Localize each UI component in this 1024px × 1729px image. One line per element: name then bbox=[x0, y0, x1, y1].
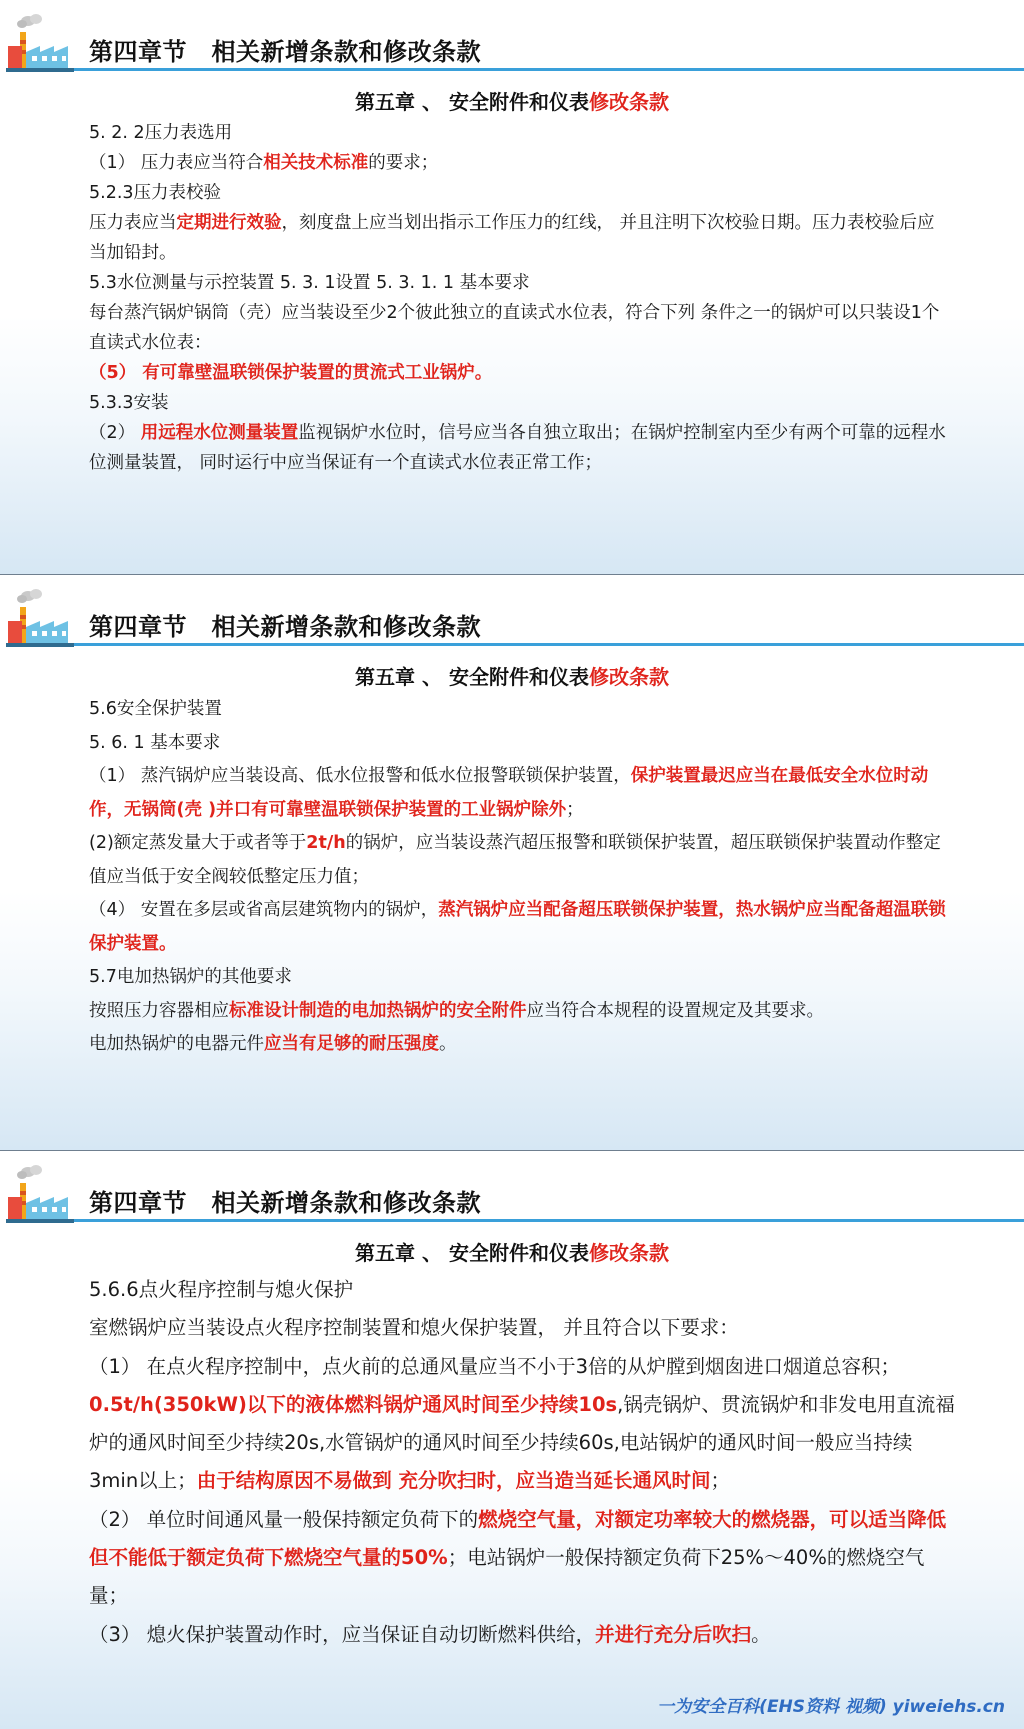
body-text: (2)额定蒸发量大于或者等于 bbox=[89, 833, 307, 853]
body-text: （1） 蒸汽锅炉应当装设高、低水位报警和低水位报警联锁保护装置， bbox=[89, 766, 631, 786]
paragraph bbox=[89, 760, 947, 827]
highlight-text: 用远程水位测量装置 bbox=[140, 423, 299, 443]
header-divider bbox=[74, 1219, 1024, 1222]
paragraph bbox=[89, 388, 947, 418]
body-text: （1） 在点火程序控制中，点火前的总通风量应当不小于3倍的从炉膛到烟囱进口烟道总容积； bbox=[89, 1354, 901, 1378]
paragraph bbox=[89, 894, 947, 961]
body-text: 5.6.6点火程序控制与熄火保护 bbox=[89, 1278, 354, 1301]
paragraph bbox=[89, 358, 947, 388]
factory-icon bbox=[6, 1163, 76, 1225]
paragraph bbox=[89, 995, 947, 1029]
paragraph bbox=[89, 1271, 959, 1309]
body-text: 监视锅炉水位时，信号应当各自独立取出；在锅炉控制室内至少有两个可靠的远程水位测量装置， 同时运行中应当保证有一个直读式水位表正常工作； bbox=[89, 423, 946, 473]
page-title: 第四章节 相关新增条款和修改条款 bbox=[89, 613, 481, 641]
slide-content bbox=[89, 1271, 959, 1654]
body-text: 的锅炉，应当装设蒸汽超压报警和联锁保护装置，超压联锁保护装置动作整定值应当低于安全阀较低整定压力值； bbox=[89, 833, 941, 887]
paragraph bbox=[89, 178, 947, 208]
body-text: （2） bbox=[89, 423, 141, 443]
header-divider bbox=[74, 643, 1024, 646]
highlight-text: 并进行充分后吹扫 bbox=[595, 1622, 752, 1646]
section-subtitle: 第五章 、 安全附件和仪表修改条款 bbox=[355, 1241, 669, 1265]
highlight-text: 2t/h bbox=[306, 833, 346, 853]
body-text: （3） 熄火保护装置动作时，应当保证自动切断燃料供给， bbox=[89, 1622, 596, 1646]
body-text: ，刻度盘上应当划出指示工作压力的红线， 并且注明下次校验日期。压力表校验后应当加铅封。 bbox=[89, 213, 935, 263]
body-text: 每台蒸汽锅炉锅筒（壳）应当装设至少2个彼此独立的直读式水位表，符合下列 条件之一的锅炉可以只装设1个直读式水位表： bbox=[89, 303, 940, 353]
body-text: （2） 单位时间通风量一般保持额定负荷下的 bbox=[89, 1507, 479, 1531]
body-text: （4） 安置在多层或省高层建筑物内的锅炉， bbox=[89, 900, 439, 920]
body-text: 5.6安全保护装置 bbox=[89, 699, 222, 719]
factory-icon bbox=[6, 12, 76, 74]
page-title: 第四章节 相关新增条款和修改条款 bbox=[89, 38, 481, 66]
highlight-text: 保护装置最迟应当在最低安全水位时动作，无锅筒(壳 )并口有可靠壁温联锁保护装置的工业锅炉除外 bbox=[89, 766, 929, 820]
body-text: 5.7电加热锅炉的其他要求 bbox=[89, 967, 292, 987]
highlight-text: 0.5t/h(350kW)以下的液体燃料锅炉通风时间至少持续10s bbox=[89, 1392, 618, 1416]
paragraph bbox=[89, 727, 947, 761]
paragraph bbox=[89, 827, 947, 894]
highlight-text: 燃烧空气量，对额定功率较大的燃烧器，可以适当降低但不能低于额定负荷下燃烧空气量的50% bbox=[89, 1507, 947, 1570]
paragraph bbox=[89, 1501, 959, 1616]
paragraph bbox=[89, 268, 947, 298]
slide-content bbox=[89, 118, 947, 478]
slide-3 bbox=[0, 1151, 1024, 1729]
slide-header bbox=[0, 1151, 1024, 1229]
paragraph bbox=[89, 148, 947, 178]
highlight-text: （5） 有可靠壁温联锁保护装置的贯流式工业锅炉。 bbox=[89, 363, 493, 383]
slide-2 bbox=[0, 575, 1024, 1151]
body-text: 。 bbox=[751, 1622, 771, 1646]
body-text: 5.3水位测量与示控装置 5. 3. 1设置 5. 3. 1. 1 基本要求 bbox=[89, 273, 530, 293]
highlight-text: 由于结构原因不易做到 充分吹扫时，应当造当延长通风时间 bbox=[196, 1469, 711, 1493]
page-title: 第四章节 相关新增条款和修改条款 bbox=[89, 1189, 481, 1217]
body-text: 5. 2. 2压力表选用 bbox=[89, 123, 233, 143]
body-text: （1） 压力表应当符合 bbox=[89, 153, 264, 173]
body-text: 室燃锅炉应当装设点火程序控制装置和熄火保护装置， 并且符合以下要求： bbox=[89, 1316, 739, 1340]
body-text: ,锅壳锅炉、贯流锅炉和非发电用直流福炉的通风时间至少持续20s,水管锅炉的通风时间至少持续60s,电站锅炉的通风时间一般应当持续3min以上； bbox=[89, 1392, 955, 1493]
body-text: 的要求； bbox=[368, 153, 439, 173]
footer-watermark: 一为安全百科(EHS资料 视频) yiweiehs.cn bbox=[657, 1697, 1005, 1717]
highlight-text: 应当有足够的耐压强度 bbox=[264, 1034, 439, 1054]
paragraph bbox=[89, 118, 947, 148]
highlight-text: 定期进行效验 bbox=[176, 213, 282, 233]
body-text: 压力表应当 bbox=[89, 213, 177, 233]
body-text: ；电站锅炉一般保持额定负荷下25%～40%的燃烧空气量； bbox=[89, 1546, 925, 1608]
paragraph bbox=[89, 418, 947, 478]
body-text: 按照压力容器相应 bbox=[89, 1000, 229, 1021]
section-subtitle: 第五章 、 安全附件和仪表修改条款 bbox=[355, 90, 669, 114]
body-text: 。 bbox=[439, 1034, 457, 1054]
body-text: ； bbox=[710, 1469, 730, 1493]
body-text: 5. 6. 1 基本要求 bbox=[89, 732, 221, 753]
body-text: 电加热锅炉的电器元件 bbox=[89, 1034, 264, 1054]
paragraph bbox=[89, 1348, 959, 1501]
header-divider bbox=[74, 68, 1024, 71]
highlight-text: 标准设计制造的电加热锅炉的安全附件 bbox=[229, 1000, 527, 1021]
highlight-text: 相关技术标准 bbox=[263, 153, 369, 173]
body-text: 5.3.3安装 bbox=[89, 393, 169, 413]
slide-content bbox=[89, 693, 947, 1062]
paragraph bbox=[89, 693, 947, 727]
paragraph bbox=[89, 1616, 959, 1654]
slide-1 bbox=[0, 0, 1024, 575]
paragraph bbox=[89, 1028, 947, 1062]
section-subtitle: 第五章 、 安全附件和仪表修改条款 bbox=[355, 665, 669, 689]
highlight-text: 蒸汽锅炉应当配备超压联锁保护装置，热水锅炉应当配备超温联锁保护装置。 bbox=[89, 900, 946, 954]
paragraph bbox=[89, 208, 947, 268]
paragraph bbox=[89, 961, 947, 995]
paragraph bbox=[89, 1309, 959, 1347]
body-text: 5.2.3压力表校验 bbox=[89, 183, 222, 203]
body-text: 应当符合本规程的设置规定及其要求。 bbox=[526, 1000, 824, 1021]
body-text: ； bbox=[566, 799, 584, 820]
factory-icon bbox=[6, 587, 76, 649]
paragraph bbox=[89, 298, 947, 358]
slide-header bbox=[0, 575, 1024, 653]
slide-header bbox=[0, 0, 1024, 78]
